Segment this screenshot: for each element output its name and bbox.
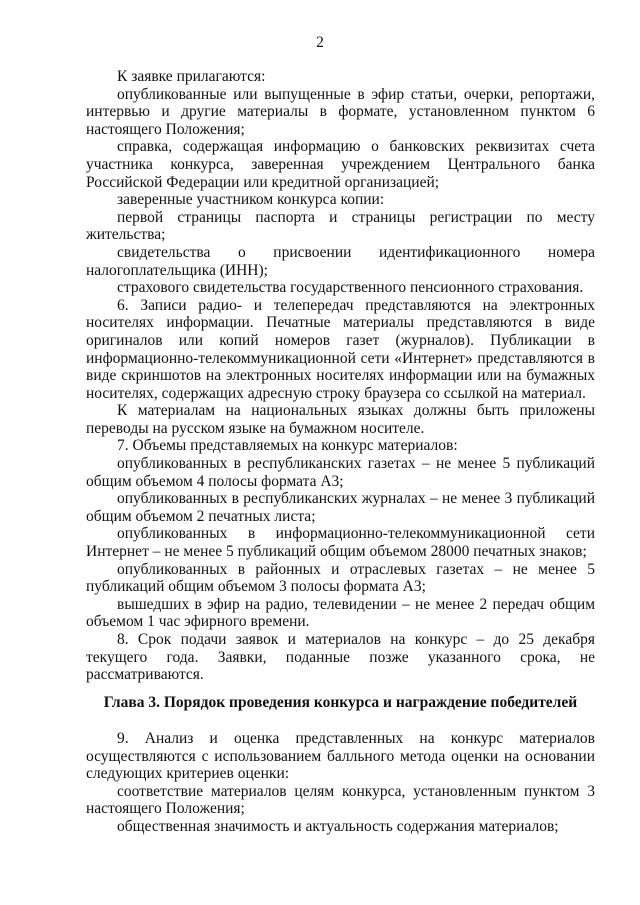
paragraph: опубликованных в республиканских газетах – не менее 5 публикаций общим объемом 4 полосы формата А3; bbox=[86, 455, 595, 490]
paragraph: первой страницы паспорта и страницы регистрации по месту жительства; bbox=[86, 208, 595, 244]
paragraph: опубликованных в республиканских журналах – не менее 3 публикаций общим объемом 2 печатных листа; bbox=[86, 490, 595, 525]
paragraph: 6. Записи радио- и телепередач представляются на электронных носителях информации. Печатные материалы представляются в виде оригиналов или копий номеров газет (журналов). Публикации в информационно-телекоммуникационной сети «Интернет» представляются в виде скриншотов на электронных носителях информации или на бумажных носителях, содержащих адресную строку браузера со ссылкой на материал. bbox=[86, 296, 595, 402]
document-body-continued bbox=[86, 730, 595, 836]
page-number: 2 bbox=[316, 34, 324, 51]
chapter-title: Глава 3. Порядок проведения конкурса и награждение победителей bbox=[103, 694, 578, 711]
paragraph: 8. Срок подачи заявок и материалов на конкурс – до 25 декабря текущего года. Заявки, поданные позже указанного срока, не рассматриваются. bbox=[86, 631, 595, 684]
paragraph: общественная значимость и актуальность содержания материалов; bbox=[117, 817, 559, 835]
paragraph: опубликованных в районных и отраслевых газетах – не менее 5 публикаций общим объемом 3 полосы формата А3; bbox=[86, 560, 595, 596]
paragraph: справка, содержащая информацию о банковских реквизитах счета участника конкурса, заверенная учреждением Центрального банка Российской Федерации или кредитной организацией; bbox=[86, 138, 595, 191]
paragraph: заверенные участником конкурса копии: bbox=[117, 191, 385, 209]
document-body bbox=[86, 68, 595, 684]
paragraph: 9. Анализ и оценка представленных на конкурс материалов осуществляются с использованием балльного метода оценки на основании следующих критериев оценки: bbox=[86, 730, 595, 783]
paragraph: опубликованных в информационно-телекоммуникационной сети Интернет – не менее 5 публикаций общим объемом 28000 печатных знаков; bbox=[86, 525, 595, 561]
paragraph: К материалам на национальных языках должны быть приложены переводы на русском языке на бумажном носителе. bbox=[86, 402, 595, 437]
paragraph: вышедших в эфир на радио, телевидении – не менее 2 передач общим объемом 1 час эфирного времени. bbox=[86, 595, 595, 631]
paragraph: опубликованные или выпущенные в эфир статьи, очерки, репортажи, интервью и другие материалы в формате, установленном пунктом 6 настоящего Положения; bbox=[86, 85, 595, 138]
paragraph: соответствие материалов целям конкурса, установленным пунктом 3 настоящего Положения; bbox=[86, 782, 595, 818]
paragraph: К заявке прилагаются: bbox=[117, 68, 266, 85]
paragraph: страхового свидетельства государственного пенсионного страхования. bbox=[117, 279, 584, 297]
paragraph: 7. Объемы представляемых на конкурс материалов: bbox=[117, 437, 458, 455]
paragraph: свидетельства о присвоении идентификационного номера налогоплательщика (ИНН); bbox=[86, 243, 595, 279]
